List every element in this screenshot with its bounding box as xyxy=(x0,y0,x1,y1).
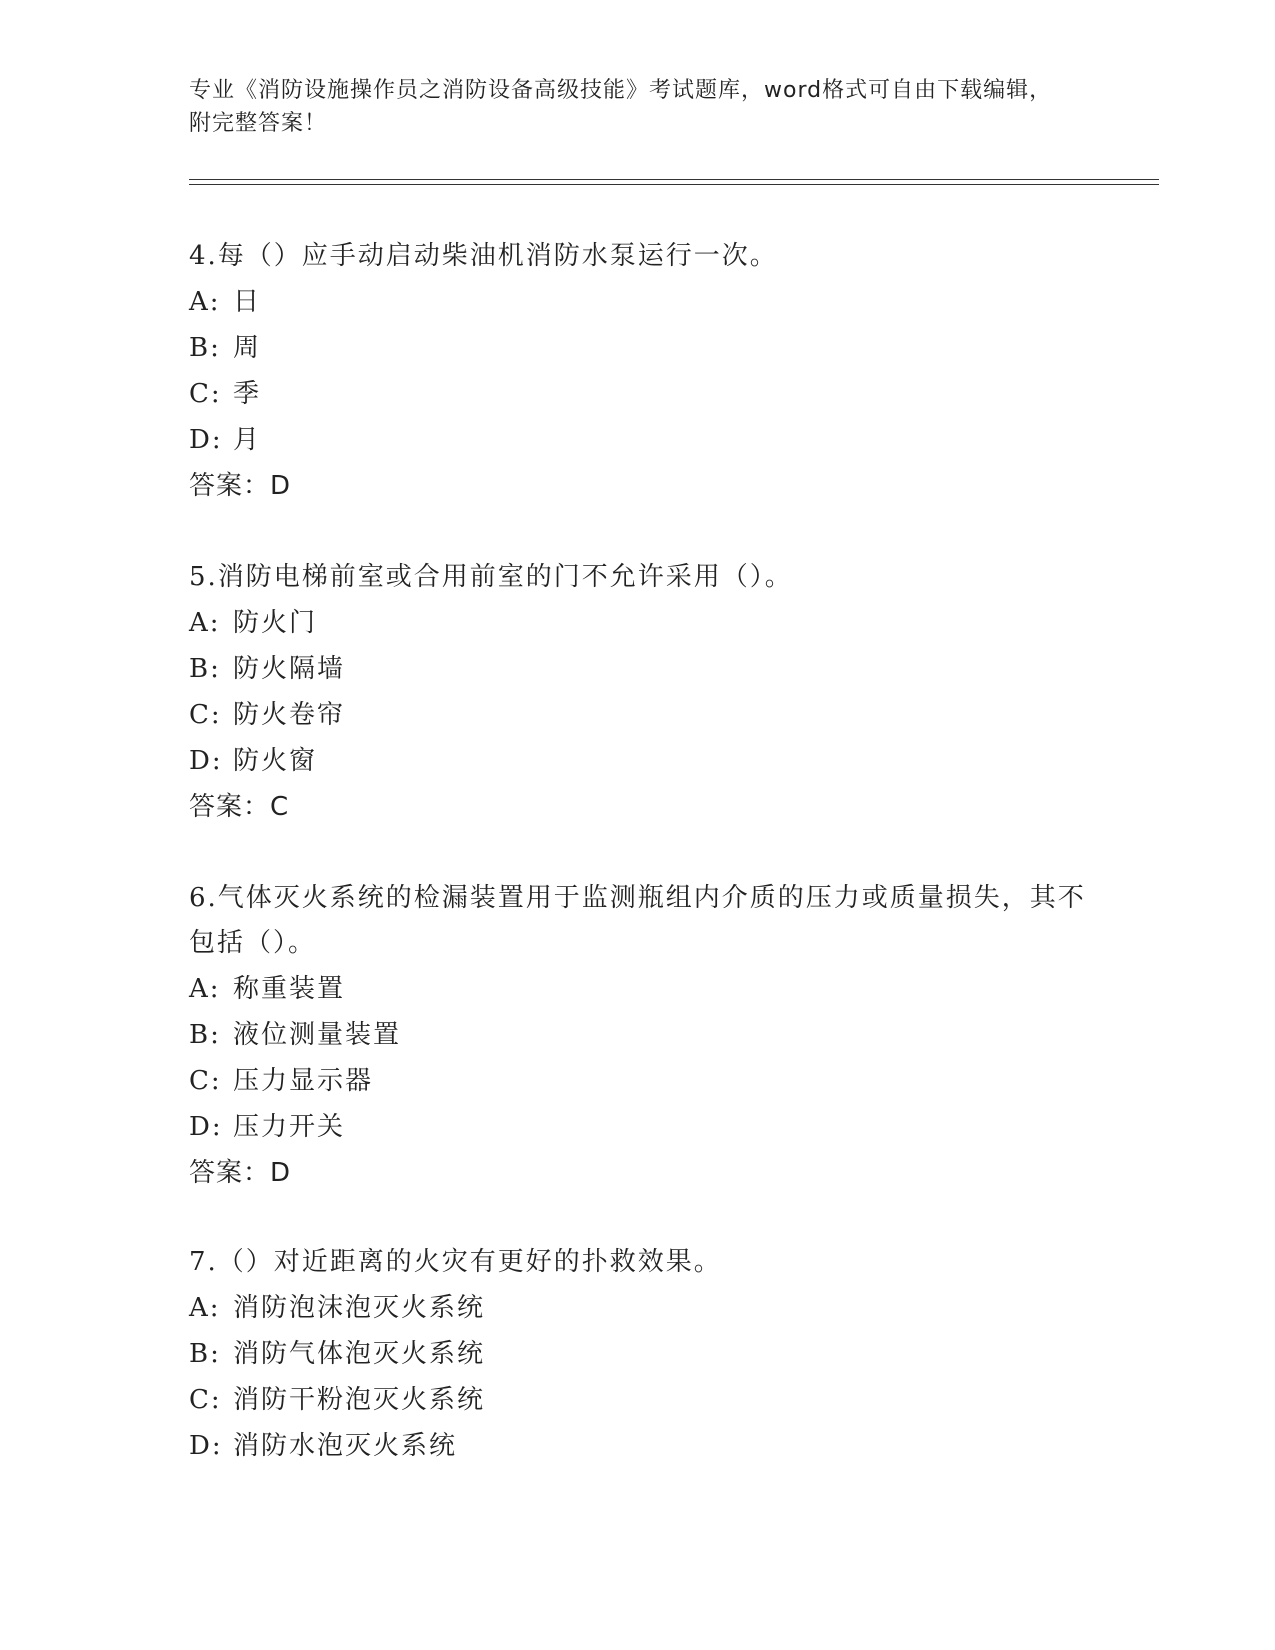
option-d xyxy=(189,1104,1089,1150)
option-text: 称重装置 xyxy=(233,974,346,1004)
option-text: 防火门 xyxy=(233,608,318,638)
option-text: 消防泡沫泡灭火系统 xyxy=(233,1293,486,1323)
option-a xyxy=(189,279,1089,325)
option-letter: C: xyxy=(189,700,222,730)
option-c xyxy=(189,1058,1089,1104)
question-5 xyxy=(189,555,1089,830)
question-stem: 7.（）对近距离的火灾有更好的扑救效果。 xyxy=(189,1247,722,1277)
option-c xyxy=(189,1377,1089,1423)
option-text: 周 xyxy=(233,333,262,363)
option-text: 防火隔墙 xyxy=(233,654,346,684)
option-b xyxy=(189,646,1089,692)
answer: 答案：D xyxy=(189,1158,292,1188)
option-text: 月 xyxy=(233,425,262,455)
option-text: 压力显示器 xyxy=(233,1066,374,1096)
question-stem: 6.气体灭火系统的检漏装置用于监测瓶组内介质的压力或质量损失，其不包括（）。 xyxy=(189,883,1086,958)
option-d xyxy=(189,417,1089,463)
header-divider-top xyxy=(189,179,1159,180)
option-letter: B: xyxy=(189,1339,221,1369)
question-4 xyxy=(189,234,1089,509)
question-stem: 5.消防电梯前室或合用前室的门不允许采用（）。 xyxy=(189,562,793,592)
option-letter: B: xyxy=(189,654,221,684)
option-letter: B: xyxy=(189,333,221,363)
question-7 xyxy=(189,1240,1089,1469)
option-b xyxy=(189,1012,1089,1058)
option-c xyxy=(189,692,1089,738)
option-text: 消防干粉泡灭火系统 xyxy=(233,1385,486,1415)
header-divider-bottom xyxy=(189,184,1159,185)
option-letter: A: xyxy=(189,974,221,1004)
option-letter: A: xyxy=(189,1293,221,1323)
option-a xyxy=(189,1285,1089,1331)
question-stem: 4.每（）应手动启动柴油机消防水泵运行一次。 xyxy=(189,241,778,271)
option-text: 防火窗 xyxy=(233,746,318,776)
question-6 xyxy=(189,876,1089,1196)
option-letter: D: xyxy=(189,1431,223,1461)
option-d xyxy=(189,738,1089,784)
option-letter: C: xyxy=(189,1066,222,1096)
option-a xyxy=(189,966,1089,1012)
option-b xyxy=(189,1331,1089,1377)
option-letter: C: xyxy=(189,1385,222,1415)
option-text: 季 xyxy=(233,379,262,409)
option-text: 液位测量装置 xyxy=(233,1020,402,1050)
option-letter: B: xyxy=(189,1020,221,1050)
option-letter: C: xyxy=(189,379,222,409)
option-letter: A: xyxy=(189,608,221,638)
option-letter: A: xyxy=(189,287,221,317)
option-text: 日 xyxy=(233,287,262,317)
option-c xyxy=(189,371,1089,417)
option-a xyxy=(189,600,1089,646)
option-text: 消防水泡灭火系统 xyxy=(233,1431,458,1461)
option-text: 防火卷帘 xyxy=(233,700,346,730)
option-letter: D: xyxy=(189,425,223,455)
document-header: 专业《消防设施操作员之消防设备高级技能》考试题库，word格式可自由下载编辑，附完整答案！ xyxy=(189,78,1053,136)
option-d xyxy=(189,1423,1089,1469)
option-letter: D: xyxy=(189,746,223,776)
option-text: 消防气体泡灭火系统 xyxy=(233,1339,486,1369)
option-text: 压力开关 xyxy=(233,1112,346,1142)
option-letter: D: xyxy=(189,1112,223,1142)
answer: 答案：D xyxy=(189,471,292,501)
option-b xyxy=(189,325,1089,371)
answer: 答案：C xyxy=(189,792,290,822)
